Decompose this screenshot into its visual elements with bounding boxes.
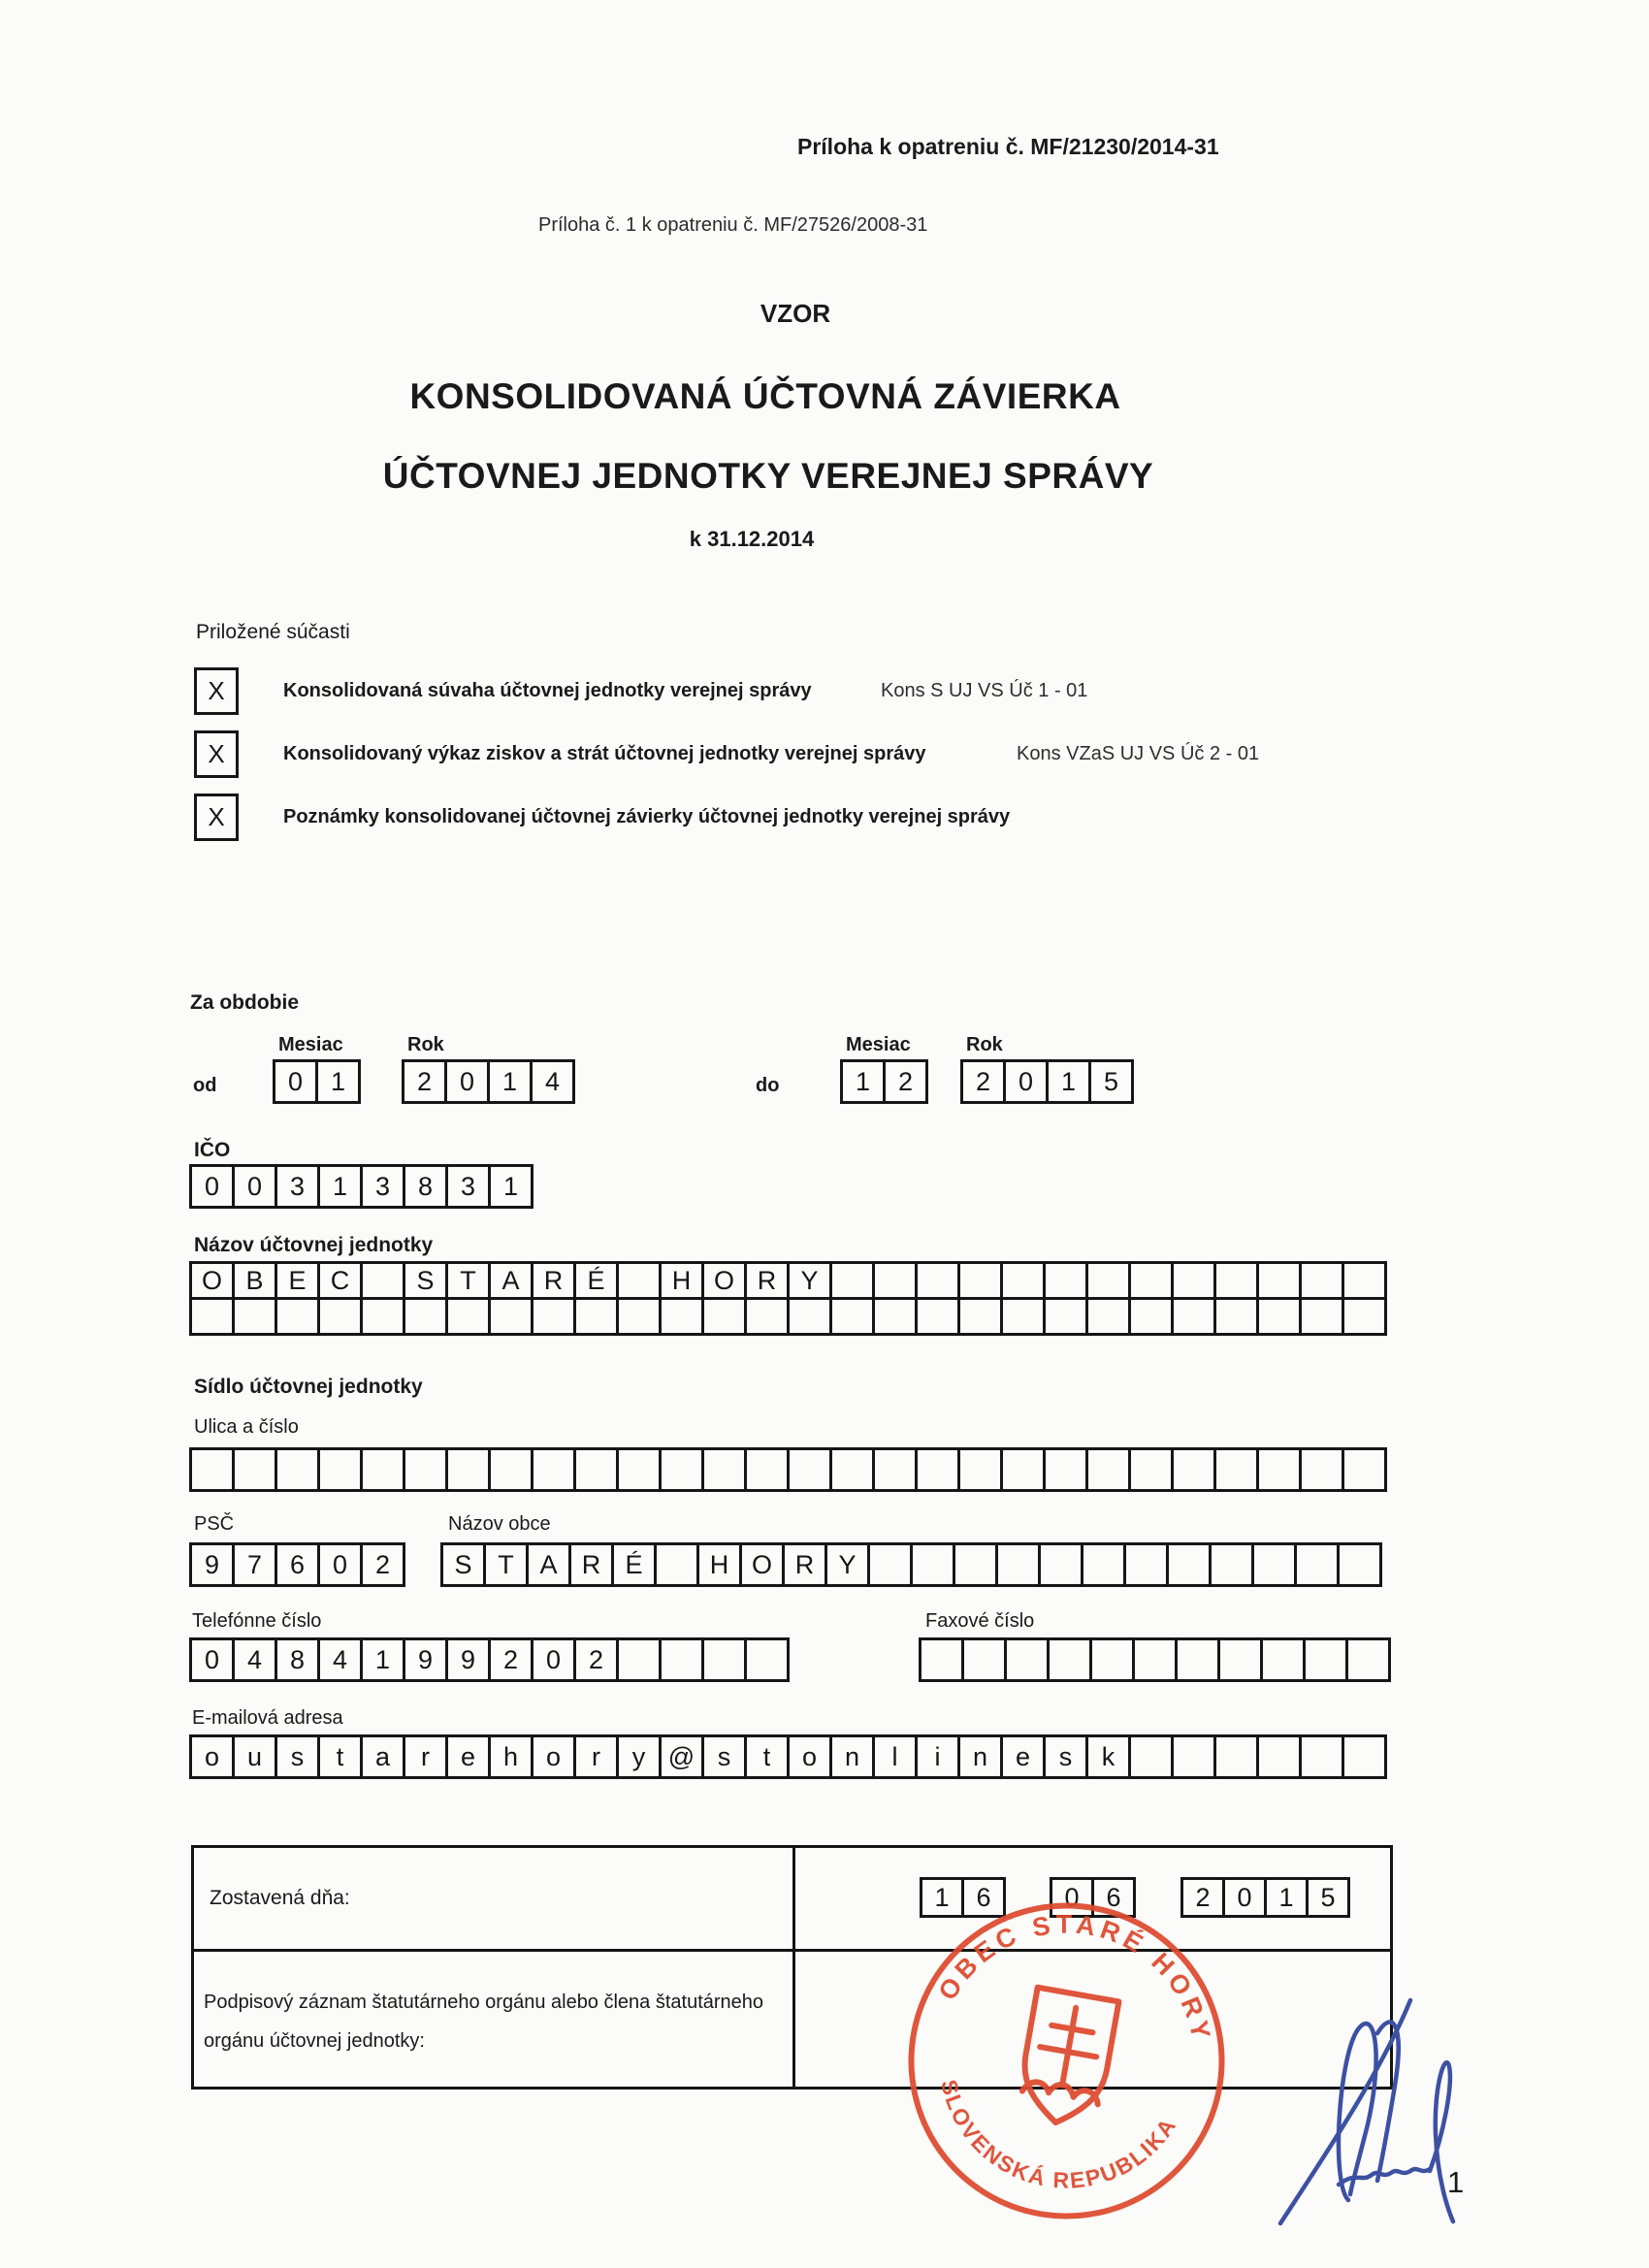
char-cell xyxy=(275,1297,320,1336)
char-cell xyxy=(957,1261,1003,1300)
char-cell xyxy=(787,1297,832,1336)
char-cell xyxy=(317,1447,363,1492)
char-cell: 0 xyxy=(232,1164,277,1209)
char-cell xyxy=(1256,1447,1302,1492)
char-cell xyxy=(1175,1637,1220,1682)
char-cell: s xyxy=(1043,1734,1088,1779)
char-cell xyxy=(189,1447,235,1492)
char-cell: R xyxy=(531,1261,576,1300)
page-number: 1 xyxy=(1447,2165,1465,2199)
char-cell: 6 xyxy=(961,1877,1006,1918)
char-cell: 0 xyxy=(531,1637,576,1682)
checkbox-profit-loss xyxy=(194,730,239,778)
char-cell xyxy=(1337,1542,1382,1587)
to-year-label: Rok xyxy=(966,1034,1003,1055)
compiled-date-year-boxes xyxy=(1180,1877,1350,1918)
char-cell xyxy=(1213,1734,1259,1779)
char-cell xyxy=(531,1447,576,1492)
char-cell: 5 xyxy=(1306,1877,1350,1918)
char-cell: H xyxy=(659,1261,704,1300)
char-cell xyxy=(1000,1297,1046,1336)
char-cell xyxy=(445,1297,491,1336)
char-cell xyxy=(872,1297,918,1336)
char-cell xyxy=(189,1297,235,1336)
checkbox-balance-sheet xyxy=(194,667,239,715)
vzor-label: VZOR xyxy=(760,299,831,328)
char-cell xyxy=(1342,1297,1387,1336)
char-cell xyxy=(953,1542,998,1587)
handwritten-signature xyxy=(1263,1940,1496,2231)
char-cell: s xyxy=(275,1734,320,1779)
char-cell: h xyxy=(488,1734,534,1779)
char-cell xyxy=(701,1637,747,1682)
char-cell xyxy=(1260,1637,1306,1682)
char-cell: e xyxy=(1000,1734,1046,1779)
stamp-bottom-text: SLOVENSKÁ REPUBLIKA xyxy=(936,2077,1181,2193)
char-cell xyxy=(1171,1297,1216,1336)
char-cell xyxy=(872,1261,918,1300)
char-cell xyxy=(1128,1734,1174,1779)
char-cell: 1 xyxy=(1264,1877,1309,1918)
char-cell: 2 xyxy=(1180,1877,1225,1918)
email-label: E-mailová adresa xyxy=(192,1707,343,1729)
char-cell: 0 xyxy=(189,1637,235,1682)
phone-label: Telefónne číslo xyxy=(192,1610,322,1632)
char-cell xyxy=(919,1637,964,1682)
from-month-label: Mesiac xyxy=(278,1034,343,1055)
char-cell: S xyxy=(440,1542,486,1587)
char-cell: 4 xyxy=(530,1059,575,1104)
char-cell xyxy=(232,1297,277,1336)
char-cell xyxy=(573,1447,619,1492)
char-cell: r xyxy=(573,1734,619,1779)
char-cell xyxy=(995,1542,1041,1587)
char-cell xyxy=(1251,1542,1297,1587)
char-cell: e xyxy=(445,1734,491,1779)
char-cell: 9 xyxy=(403,1637,448,1682)
char-cell xyxy=(1085,1261,1131,1300)
signatory-label-line2: orgánu účtovnej jednotky: xyxy=(204,2030,425,2052)
char-cell: o xyxy=(531,1734,576,1779)
char-cell xyxy=(360,1261,405,1300)
char-cell xyxy=(1342,1734,1387,1779)
char-cell: R xyxy=(744,1261,790,1300)
char-cell: 9 xyxy=(445,1637,491,1682)
char-cell xyxy=(1294,1542,1340,1587)
period-to-year-boxes xyxy=(960,1059,1134,1104)
char-cell xyxy=(1299,1734,1344,1779)
char-cell xyxy=(744,1637,790,1682)
char-cell xyxy=(1213,1297,1259,1336)
char-cell xyxy=(573,1297,619,1336)
char-cell xyxy=(659,1447,704,1492)
checkbox-mark: X xyxy=(208,739,225,768)
char-cell xyxy=(1303,1637,1348,1682)
char-cell: 2 xyxy=(960,1059,1006,1104)
char-cell xyxy=(616,1447,662,1492)
psc-label: PSČ xyxy=(194,1513,235,1535)
char-cell xyxy=(1043,1261,1088,1300)
char-cell xyxy=(829,1261,875,1300)
char-cell: 0 xyxy=(1050,1877,1094,1918)
char-cell xyxy=(488,1447,534,1492)
char-cell xyxy=(317,1297,363,1336)
fax-boxes xyxy=(919,1637,1391,1682)
char-cell: y xyxy=(616,1734,662,1779)
char-cell: 3 xyxy=(360,1164,405,1209)
city-boxes xyxy=(440,1542,1382,1587)
char-cell: i xyxy=(915,1734,960,1779)
char-cell: o xyxy=(787,1734,832,1779)
char-cell xyxy=(1166,1542,1212,1587)
char-cell: 9 xyxy=(189,1542,235,1587)
period-to-label: do xyxy=(756,1075,780,1096)
char-cell: u xyxy=(232,1734,277,1779)
entity-name-row2 xyxy=(189,1297,1387,1336)
char-cell xyxy=(1004,1637,1050,1682)
char-cell: o xyxy=(189,1734,235,1779)
char-cell xyxy=(961,1637,1007,1682)
char-cell xyxy=(488,1297,534,1336)
char-cell xyxy=(531,1297,576,1336)
char-cell: 1 xyxy=(315,1059,361,1104)
annex-reference-main: Príloha k opatreniu č. MF/21230/2014-31 xyxy=(797,134,1219,159)
phone-boxes xyxy=(189,1637,790,1682)
char-cell xyxy=(1213,1261,1259,1300)
char-cell xyxy=(1342,1261,1387,1300)
char-cell xyxy=(1256,1734,1302,1779)
stamp-bottom-arc xyxy=(921,2073,1182,2213)
char-cell xyxy=(872,1447,918,1492)
char-cell: 2 xyxy=(573,1637,619,1682)
char-cell: n xyxy=(829,1734,875,1779)
attachment-label-balance-sheet: Konsolidovaná súvaha účtovnej jednotky verejnej správy xyxy=(283,680,812,701)
char-cell xyxy=(360,1447,405,1492)
char-cell xyxy=(1217,1637,1263,1682)
char-cell xyxy=(275,1447,320,1492)
signatory-label-line1: Podpisový záznam štatutárneho orgánu alebo člena štatutárneho xyxy=(204,1992,764,2013)
char-cell: O xyxy=(739,1542,785,1587)
char-cell: 0 xyxy=(1222,1877,1267,1918)
char-cell: 7 xyxy=(232,1542,277,1587)
char-cell: 8 xyxy=(403,1164,448,1209)
char-cell: l xyxy=(872,1734,918,1779)
char-cell: É xyxy=(573,1261,619,1300)
char-cell xyxy=(1171,1734,1216,1779)
char-cell xyxy=(957,1297,1003,1336)
char-cell xyxy=(1043,1297,1088,1336)
char-cell: Y xyxy=(824,1542,870,1587)
char-cell xyxy=(1209,1542,1254,1587)
compiled-date-label: Zostavená dňa: xyxy=(210,1887,350,1909)
char-cell xyxy=(744,1447,790,1492)
char-cell: 4 xyxy=(232,1637,277,1682)
char-cell xyxy=(915,1447,960,1492)
char-cell: 2 xyxy=(883,1059,928,1104)
char-cell: É xyxy=(611,1542,657,1587)
char-cell xyxy=(1128,1447,1174,1492)
signature-stroke xyxy=(1280,2000,1453,2223)
char-cell xyxy=(1081,1542,1126,1587)
char-cell xyxy=(915,1261,960,1300)
checkbox-mark: X xyxy=(208,676,225,705)
char-cell xyxy=(829,1447,875,1492)
address-section-label: Sídlo účtovnej jednotky xyxy=(194,1376,423,1398)
char-cell: Y xyxy=(787,1261,832,1300)
char-cell xyxy=(1000,1261,1046,1300)
period-from-year-boxes xyxy=(402,1059,575,1104)
street-boxes xyxy=(189,1447,1387,1492)
period-from-label: od xyxy=(193,1075,217,1096)
char-cell xyxy=(829,1297,875,1336)
char-cell: T xyxy=(483,1542,529,1587)
char-cell xyxy=(1345,1637,1391,1682)
char-cell: 5 xyxy=(1088,1059,1134,1104)
char-cell: 0 xyxy=(1003,1059,1049,1104)
char-cell: 6 xyxy=(275,1542,320,1587)
char-cell xyxy=(1132,1637,1178,1682)
char-cell: 2 xyxy=(488,1637,534,1682)
from-year-label: Rok xyxy=(407,1034,444,1055)
char-cell xyxy=(1043,1447,1088,1492)
char-cell xyxy=(910,1542,955,1587)
table-vertical-divider xyxy=(792,1848,795,2087)
checkbox-notes xyxy=(194,794,239,841)
char-cell: 0 xyxy=(273,1059,318,1104)
period-section-label: Za obdobie xyxy=(190,991,299,1014)
char-cell: k xyxy=(1085,1734,1131,1779)
attachment-code-profit-loss: Kons VZaS UJ VS Úč 2 - 01 xyxy=(1017,743,1260,764)
char-cell: 0 xyxy=(444,1059,490,1104)
char-cell: R xyxy=(782,1542,827,1587)
char-cell: 1 xyxy=(360,1637,405,1682)
char-cell: O xyxy=(189,1261,235,1300)
char-cell xyxy=(1085,1447,1131,1492)
char-cell: A xyxy=(526,1542,571,1587)
char-cell: n xyxy=(957,1734,1003,1779)
to-month-label: Mesiac xyxy=(846,1034,911,1055)
char-cell xyxy=(1171,1261,1216,1300)
char-cell xyxy=(957,1447,1003,1492)
period-from-month-boxes xyxy=(273,1059,361,1104)
attachment-label-notes: Poznámky konsolidovanej účtovnej závierky účtovnej jednotky verejnej správy xyxy=(283,806,1011,827)
char-cell xyxy=(1085,1297,1131,1336)
char-cell xyxy=(701,1447,747,1492)
char-cell: S xyxy=(403,1261,448,1300)
char-cell xyxy=(1047,1637,1092,1682)
form-title-line2: ÚČTOVNEJ JEDNOTKY VEREJNEJ SPRÁVY xyxy=(382,456,1154,496)
char-cell xyxy=(1123,1542,1169,1587)
char-cell xyxy=(1171,1447,1216,1492)
char-cell xyxy=(915,1297,960,1336)
char-cell: 0 xyxy=(317,1542,363,1587)
char-cell: R xyxy=(568,1542,614,1587)
char-cell xyxy=(616,1637,662,1682)
char-cell: C xyxy=(317,1261,363,1300)
char-cell: 8 xyxy=(275,1637,320,1682)
entity-name-label: Názov účtovnej jednotky xyxy=(194,1234,434,1256)
char-cell xyxy=(1299,1297,1344,1336)
char-cell xyxy=(616,1297,662,1336)
city-label: Názov obce xyxy=(448,1513,551,1535)
slovak-emblem-icon xyxy=(1015,1988,1118,2130)
ico-label: IČO xyxy=(194,1139,231,1161)
char-cell xyxy=(403,1447,448,1492)
psc-boxes xyxy=(189,1542,405,1587)
ico-boxes xyxy=(189,1164,534,1209)
char-cell xyxy=(701,1297,747,1336)
char-cell xyxy=(1128,1297,1174,1336)
char-cell xyxy=(1256,1297,1302,1336)
attachment-code-balance-sheet: Kons S UJ VS Úč 1 - 01 xyxy=(881,680,1088,701)
char-cell xyxy=(1128,1261,1174,1300)
char-cell xyxy=(360,1297,405,1336)
char-cell: 1 xyxy=(920,1877,964,1918)
char-cell xyxy=(1342,1447,1387,1492)
char-cell: t xyxy=(317,1734,363,1779)
char-cell: 1 xyxy=(840,1059,886,1104)
char-cell: T xyxy=(445,1261,491,1300)
char-cell: 0 xyxy=(189,1164,235,1209)
char-cell: E xyxy=(275,1261,320,1300)
char-cell xyxy=(616,1261,662,1300)
char-cell xyxy=(744,1297,790,1336)
attachments-section-label: Priložené súčasti xyxy=(196,621,350,643)
annex-reference-sub: Príloha č. 1 k opatreniu č. MF/27526/2008-31 xyxy=(538,214,928,236)
char-cell xyxy=(1256,1261,1302,1300)
as-of-date: k 31.12.2014 xyxy=(689,527,815,551)
official-stamp xyxy=(873,1867,1261,2255)
char-cell xyxy=(1038,1542,1083,1587)
char-cell xyxy=(403,1297,448,1336)
char-cell: 1 xyxy=(1046,1059,1091,1104)
char-cell xyxy=(867,1542,913,1587)
char-cell xyxy=(445,1447,491,1492)
char-cell: 6 xyxy=(1091,1877,1136,1918)
email-boxes xyxy=(189,1734,1387,1779)
char-cell xyxy=(659,1297,704,1336)
attachment-label-profit-loss: Konsolidovaný výkaz ziskov a strát účtovnej jednotky verejnej správy xyxy=(283,743,926,764)
char-cell: B xyxy=(232,1261,277,1300)
char-cell xyxy=(1000,1447,1046,1492)
char-cell xyxy=(1299,1447,1344,1492)
street-label: Ulica a číslo xyxy=(194,1416,299,1438)
char-cell: t xyxy=(744,1734,790,1779)
char-cell: 3 xyxy=(275,1164,320,1209)
char-cell: 4 xyxy=(317,1637,363,1682)
char-cell xyxy=(654,1542,699,1587)
char-cell: a xyxy=(360,1734,405,1779)
char-cell: s xyxy=(701,1734,747,1779)
char-cell xyxy=(787,1447,832,1492)
char-cell: O xyxy=(701,1261,747,1300)
char-cell: 1 xyxy=(487,1059,533,1104)
char-cell xyxy=(232,1447,277,1492)
stamp-top-text: OBEC STARÉ HORY xyxy=(932,1909,1217,2047)
char-cell: 2 xyxy=(402,1059,447,1104)
checkbox-mark: X xyxy=(208,802,225,831)
char-cell: 2 xyxy=(360,1542,405,1587)
char-cell xyxy=(1213,1447,1259,1492)
char-cell: r xyxy=(403,1734,448,1779)
char-cell: @ xyxy=(659,1734,704,1779)
char-cell: A xyxy=(488,1261,534,1300)
char-cell xyxy=(1089,1637,1135,1682)
char-cell: H xyxy=(696,1542,742,1587)
entity-name-row1 xyxy=(189,1261,1387,1300)
fax-label: Faxové číslo xyxy=(925,1610,1035,1632)
char-cell: 3 xyxy=(445,1164,491,1209)
char-cell xyxy=(659,1637,704,1682)
form-title-line1: KONSOLIDOVANÁ ÚČTOVNÁ ZÁVIERKA xyxy=(409,376,1121,416)
entity-name-grid xyxy=(189,1261,1387,1336)
period-to-month-boxes xyxy=(840,1059,928,1104)
char-cell: 1 xyxy=(488,1164,534,1209)
char-cell: 1 xyxy=(317,1164,363,1209)
char-cell xyxy=(1299,1261,1344,1300)
